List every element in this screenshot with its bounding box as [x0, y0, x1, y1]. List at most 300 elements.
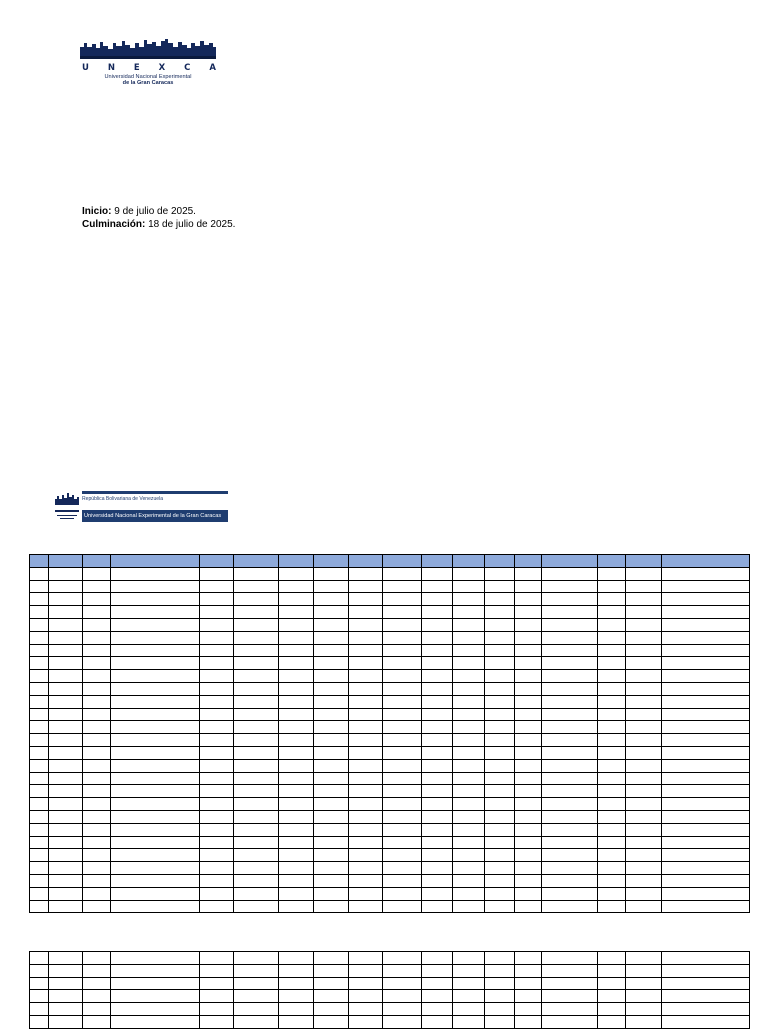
- table-cell: [49, 900, 83, 913]
- table-cell: [383, 759, 422, 772]
- table-cell: [453, 708, 485, 721]
- table-cell: [662, 772, 750, 785]
- table-cell: [49, 618, 83, 631]
- table-cell: [111, 862, 200, 875]
- header-cell: [349, 555, 383, 568]
- table-cell: [598, 734, 626, 747]
- table-cell: [83, 990, 111, 1003]
- start-date-label: Inicio:: [82, 206, 112, 217]
- table-cell: [200, 836, 234, 849]
- table-cell: [626, 670, 662, 683]
- table-cell: [626, 964, 662, 977]
- table-cell: [314, 964, 349, 977]
- table-cell: [598, 593, 626, 606]
- table-cell: [349, 798, 383, 811]
- table-row: [30, 798, 750, 811]
- table-cell: [515, 772, 542, 785]
- table-cell: [453, 734, 485, 747]
- table-cell: [314, 593, 349, 606]
- table-cell: [314, 849, 349, 862]
- table-cell: [314, 1015, 349, 1028]
- table-cell: [598, 862, 626, 875]
- table-cell: [279, 977, 314, 990]
- table-cell: [279, 759, 314, 772]
- table-cell: [515, 990, 542, 1003]
- table-cell: [515, 964, 542, 977]
- table-cell: [626, 823, 662, 836]
- table-cell: [30, 593, 49, 606]
- table-cell: [626, 593, 662, 606]
- header-cell: [515, 555, 542, 568]
- table-cell: [49, 644, 83, 657]
- table-cell: [485, 849, 515, 862]
- header-cell: [422, 555, 453, 568]
- table-cell: [83, 862, 111, 875]
- table-cell: [542, 657, 598, 670]
- table-cell: [349, 772, 383, 785]
- city-skyline-icon: [78, 37, 218, 61]
- table-cell: [83, 874, 111, 887]
- table-cell: [626, 887, 662, 900]
- table-cell: [200, 721, 234, 734]
- table-cell: [453, 670, 485, 683]
- table-cell: [626, 785, 662, 798]
- table-cell: [279, 785, 314, 798]
- table-row: [30, 721, 750, 734]
- table-cell: [111, 695, 200, 708]
- table-cell: [83, 798, 111, 811]
- table-cell: [49, 580, 83, 593]
- table-cell: [279, 772, 314, 785]
- table-cell: [314, 1003, 349, 1016]
- table-cell: [314, 721, 349, 734]
- table-cell: [200, 887, 234, 900]
- table-cell: [422, 606, 453, 619]
- table-cell: [279, 631, 314, 644]
- table-cell: [422, 785, 453, 798]
- table-cell: [453, 759, 485, 772]
- table-cell: [30, 964, 49, 977]
- table-cell: [626, 657, 662, 670]
- table-cell: [515, 887, 542, 900]
- table-cell: [422, 593, 453, 606]
- header-cell: [234, 555, 279, 568]
- table-cell: [111, 900, 200, 913]
- table-cell: [30, 798, 49, 811]
- end-date-label: Culminación:: [82, 218, 146, 230]
- table-cell: [111, 977, 200, 990]
- table-cell: [422, 798, 453, 811]
- table-cell: [49, 567, 83, 580]
- table-cell: [49, 977, 83, 990]
- table-cell: [598, 721, 626, 734]
- table-cell: [111, 580, 200, 593]
- table-cell: [111, 874, 200, 887]
- table-cell: [234, 580, 279, 593]
- table-cell: [542, 1015, 598, 1028]
- table-cell: [485, 682, 515, 695]
- table-cell: [279, 682, 314, 695]
- table-cell: [626, 990, 662, 1003]
- table-cell: [542, 900, 598, 913]
- table-cell: [111, 836, 200, 849]
- table-cell: [83, 657, 111, 670]
- table-cell: [279, 823, 314, 836]
- table-cell: [111, 849, 200, 862]
- table-cell: [485, 990, 515, 1003]
- table-cell: [200, 682, 234, 695]
- table-cell: [349, 900, 383, 913]
- table-cell: [49, 657, 83, 670]
- table-cell: [49, 823, 83, 836]
- table-cell: [598, 580, 626, 593]
- table-cell: [485, 708, 515, 721]
- table-cell: [49, 1003, 83, 1016]
- start-date-value: 9 de julio de 2025.: [111, 206, 196, 217]
- table-cell: [542, 734, 598, 747]
- table-cell: [200, 798, 234, 811]
- table-cell: [453, 952, 485, 965]
- table-cell: [279, 695, 314, 708]
- table-cell: [349, 1003, 383, 1016]
- table-cell: [453, 977, 485, 990]
- table-cell: [49, 721, 83, 734]
- table-row: [30, 567, 750, 580]
- table-cell: [662, 862, 750, 875]
- table-cell: [314, 644, 349, 657]
- table-cell: [49, 862, 83, 875]
- table-cell: [515, 823, 542, 836]
- table-cell: [383, 785, 422, 798]
- table-cell: [662, 810, 750, 823]
- table-cell: [200, 772, 234, 785]
- table-cell: [598, 1003, 626, 1016]
- table-cell: [111, 657, 200, 670]
- table-cell: [279, 952, 314, 965]
- table-cell: [111, 670, 200, 683]
- table-cell: [49, 670, 83, 683]
- table-cell: [314, 580, 349, 593]
- table-cell: [200, 977, 234, 990]
- table-cell: [279, 567, 314, 580]
- table-cell: [111, 708, 200, 721]
- table-cell: [349, 874, 383, 887]
- table-cell: [111, 952, 200, 965]
- table-cell: [314, 977, 349, 990]
- table-cell: [279, 734, 314, 747]
- table-cell: [383, 862, 422, 875]
- table-row: [30, 874, 750, 887]
- table-cell: [422, 567, 453, 580]
- table-cell: [83, 887, 111, 900]
- header-cell: [200, 555, 234, 568]
- table-cell: [453, 849, 485, 862]
- table-cell: [485, 593, 515, 606]
- table-cell: [626, 772, 662, 785]
- table-cell: [49, 990, 83, 1003]
- table-cell: [111, 887, 200, 900]
- table-cell: [598, 977, 626, 990]
- table-row: [30, 785, 750, 798]
- table-cell: [30, 785, 49, 798]
- table-cell: [542, 874, 598, 887]
- table-cell: [453, 836, 485, 849]
- table-cell: [662, 849, 750, 862]
- table-cell: [515, 682, 542, 695]
- logo-letter: A: [209, 63, 216, 73]
- table-cell: [542, 644, 598, 657]
- table-cell: [453, 606, 485, 619]
- table-cell: [349, 631, 383, 644]
- table-cell: [662, 746, 750, 759]
- table-cell: [515, 657, 542, 670]
- table-cell: [200, 1003, 234, 1016]
- table-cell: [279, 836, 314, 849]
- table-cell: [200, 823, 234, 836]
- table-cell: [49, 810, 83, 823]
- table-cell: [83, 580, 111, 593]
- table-cell: [349, 952, 383, 965]
- table-cell: [598, 631, 626, 644]
- table-cell: [598, 798, 626, 811]
- table-row: [30, 631, 750, 644]
- table-cell: [30, 990, 49, 1003]
- table-cell: [598, 606, 626, 619]
- table-cell: [383, 810, 422, 823]
- table-cell: [234, 631, 279, 644]
- table-cell: [200, 631, 234, 644]
- table-cell: [515, 670, 542, 683]
- table-cell: [30, 631, 49, 644]
- table-cell: [662, 708, 750, 721]
- table-cell: [485, 836, 515, 849]
- table-cell: [422, 708, 453, 721]
- table-cell: [383, 874, 422, 887]
- table-cell: [598, 1015, 626, 1028]
- logo-subtitle-line2: de la Gran Caracas: [122, 80, 174, 86]
- table-cell: [422, 695, 453, 708]
- table-cell: [279, 657, 314, 670]
- table-cell: [515, 785, 542, 798]
- end-date-line: [82, 219, 235, 232]
- table-cell: [200, 567, 234, 580]
- table-cell: [200, 657, 234, 670]
- table-cell: [314, 606, 349, 619]
- table-cell: [279, 862, 314, 875]
- table-cell: [83, 1003, 111, 1016]
- table-cell: [422, 862, 453, 875]
- table-cell: [83, 631, 111, 644]
- table-cell: [453, 695, 485, 708]
- table-cell: [30, 759, 49, 772]
- table-cell: [422, 823, 453, 836]
- blank-grid-table-continued: [29, 951, 750, 1029]
- table-cell: [598, 670, 626, 683]
- table-cell: [314, 746, 349, 759]
- table-cell: [314, 772, 349, 785]
- table-cell: [542, 887, 598, 900]
- table-cell: [349, 657, 383, 670]
- table-cell: [515, 900, 542, 913]
- table-cell: [30, 746, 49, 759]
- table-cell: [515, 606, 542, 619]
- banner-republic-text: República Bolivariana de Venezuela: [82, 496, 164, 502]
- table-cell: [111, 759, 200, 772]
- table-cell: [422, 1015, 453, 1028]
- table-cell: [422, 990, 453, 1003]
- table-cell: [234, 734, 279, 747]
- table-cell: [453, 1015, 485, 1028]
- table-cell: [349, 964, 383, 977]
- table-cell: [279, 887, 314, 900]
- table-cell: [453, 964, 485, 977]
- table-cell: [515, 862, 542, 875]
- table-cell: [485, 567, 515, 580]
- table-cell: [453, 810, 485, 823]
- table-cell: [662, 836, 750, 849]
- table-cell: [662, 1015, 750, 1028]
- table-row: [30, 772, 750, 785]
- table-cell: [383, 670, 422, 683]
- table-cell: [626, 900, 662, 913]
- table-cell: [515, 836, 542, 849]
- table-cell: [662, 964, 750, 977]
- table-cell: [485, 862, 515, 875]
- table-cell: [30, 734, 49, 747]
- table-cell: [422, 964, 453, 977]
- table-cell: [200, 874, 234, 887]
- table-cell: [662, 734, 750, 747]
- table-cell: [542, 759, 598, 772]
- table-cell: [515, 849, 542, 862]
- table-cell: [453, 862, 485, 875]
- table-cell: [422, 631, 453, 644]
- table-cell: [598, 952, 626, 965]
- table-cell: [515, 631, 542, 644]
- table-cell: [662, 567, 750, 580]
- table-cell: [626, 1003, 662, 1016]
- table-cell: [626, 618, 662, 631]
- table-cell: [83, 1015, 111, 1028]
- table-cell: [49, 836, 83, 849]
- table-cell: [662, 952, 750, 965]
- table-row: [30, 1003, 750, 1016]
- table-cell: [453, 887, 485, 900]
- table-cell: [349, 721, 383, 734]
- table-cell: [200, 734, 234, 747]
- table-cell: [49, 695, 83, 708]
- table-cell: [349, 580, 383, 593]
- table-cell: [453, 682, 485, 695]
- table-row: [30, 759, 750, 772]
- table-cell: [314, 836, 349, 849]
- table-cell: [662, 874, 750, 887]
- table-cell: [626, 759, 662, 772]
- table-cell: [383, 849, 422, 862]
- table-cell: [626, 810, 662, 823]
- table-cell: [515, 952, 542, 965]
- table-row: [30, 734, 750, 747]
- table-row: [30, 823, 750, 836]
- table-cell: [626, 708, 662, 721]
- table-cell: [515, 798, 542, 811]
- table-cell: [485, 810, 515, 823]
- table-cell: [598, 785, 626, 798]
- table-cell: [515, 644, 542, 657]
- table-cell: [453, 874, 485, 887]
- table-cell: [279, 746, 314, 759]
- table-cell: [200, 900, 234, 913]
- table-cell: [200, 810, 234, 823]
- table-cell: [542, 964, 598, 977]
- table-cell: [542, 823, 598, 836]
- table-cell: [30, 682, 49, 695]
- table-cell: [200, 580, 234, 593]
- table-cell: [542, 836, 598, 849]
- table-cell: [485, 874, 515, 887]
- table-cell: [662, 580, 750, 593]
- end-date-value: 18 de julio de 2025.: [145, 218, 236, 230]
- table-cell: [349, 734, 383, 747]
- table-cell: [83, 734, 111, 747]
- table-cell: [453, 721, 485, 734]
- table-cell: [279, 849, 314, 862]
- table-cell: [383, 593, 422, 606]
- table-cell: [83, 567, 111, 580]
- table-cell: [314, 862, 349, 875]
- table-cell: [234, 798, 279, 811]
- table-cell: [30, 670, 49, 683]
- header-cell: [279, 555, 314, 568]
- table-cell: [485, 798, 515, 811]
- header-cell: [662, 555, 750, 568]
- table-cell: [349, 785, 383, 798]
- table-cell: [83, 759, 111, 772]
- table-cell: [279, 964, 314, 977]
- header-cell: [542, 555, 598, 568]
- table-row: [30, 593, 750, 606]
- table-cell: [626, 631, 662, 644]
- table-cell: [49, 759, 83, 772]
- table-cell: [485, 772, 515, 785]
- table-cell: [200, 785, 234, 798]
- table-cell: [83, 772, 111, 785]
- table-cell: [662, 657, 750, 670]
- logo-letter: U: [82, 63, 89, 73]
- table-cell: [515, 580, 542, 593]
- table-cell: [111, 644, 200, 657]
- table-cell: [279, 644, 314, 657]
- table-cell: [626, 682, 662, 695]
- table-cell: [111, 567, 200, 580]
- table-cell: [83, 644, 111, 657]
- table-cell: [383, 682, 422, 695]
- table-cell: [598, 900, 626, 913]
- table-cell: [234, 952, 279, 965]
- table-cell: [383, 746, 422, 759]
- table-cell: [485, 900, 515, 913]
- table-cell: [83, 695, 111, 708]
- table-cell: [662, 606, 750, 619]
- table-cell: [626, 695, 662, 708]
- table-row: [30, 746, 750, 759]
- table-cell: [111, 990, 200, 1003]
- table-cell: [234, 810, 279, 823]
- table-cell: [542, 618, 598, 631]
- header-cell: [314, 555, 349, 568]
- date-block: [82, 206, 235, 231]
- table-cell: [30, 721, 49, 734]
